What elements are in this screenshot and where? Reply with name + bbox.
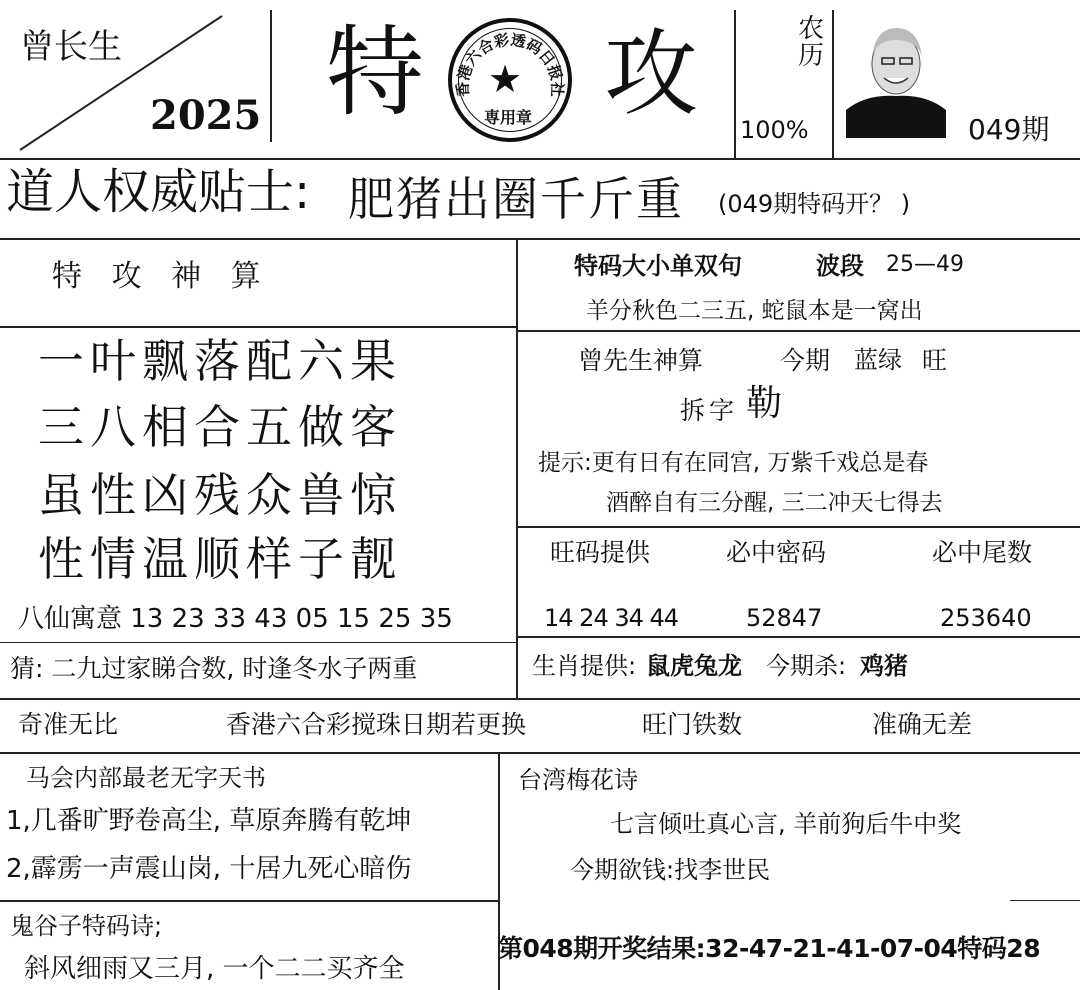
col-header-tail: 必中尾数 bbox=[932, 538, 1033, 567]
headline-text: 肥猪出圈千斤重 bbox=[348, 172, 684, 226]
calc-period: 今期 bbox=[780, 346, 831, 375]
title-left-char: 特 bbox=[326, 16, 425, 130]
banner-item-1: 奇准无比 bbox=[18, 710, 119, 739]
col-header-secret: 必中密码 bbox=[726, 538, 827, 567]
mahui-title: 马会内部最老无字天书 bbox=[26, 764, 266, 792]
mahui-line-2: 2,霹雳一声震山岗, 十居九死心暗伤 bbox=[6, 854, 412, 884]
band-label: 波段 bbox=[816, 252, 864, 280]
banner-item-3: 旺门铁数 bbox=[642, 710, 743, 739]
poem-line-1: 一叶飘落配六果 bbox=[38, 334, 402, 388]
percent-label: 100% bbox=[740, 116, 809, 144]
col-value-tail: 253640 bbox=[940, 604, 1032, 632]
baxian-numbers: 八仙寓意 13 23 33 43 05 15 25 35 bbox=[18, 604, 453, 634]
guigu-line-1: 斜风细雨又三月, 一个二二买齐全 bbox=[24, 954, 405, 984]
split-label: 拆字 bbox=[680, 396, 739, 425]
lunar-label: 农历 bbox=[798, 14, 825, 72]
mahui-line-1: 1,几番旷野卷高尘, 草原奔腾有乾坤 bbox=[6, 806, 412, 836]
size-odd-even-label: 特码大小单双句 bbox=[574, 252, 742, 280]
portrait-photo bbox=[846, 14, 946, 138]
taiwan-line-1: 七言倾吐真心言, 羊前狗后牛中奖 bbox=[610, 810, 962, 838]
taiwan-title: 台湾梅花诗 bbox=[518, 766, 638, 794]
issue-number: 049期 bbox=[968, 113, 1050, 146]
band-value: 25—49 bbox=[886, 252, 964, 277]
banner-item-4: 准确无差 bbox=[872, 710, 973, 739]
header-name: 曾长生 bbox=[20, 27, 122, 67]
split-char: 勒 bbox=[746, 383, 783, 424]
draw-result: 第048期开奖结果:32-47-21-41-07-04特码28 bbox=[498, 934, 1041, 963]
calc-wang: 旺 bbox=[922, 346, 948, 375]
hint-line-1: 提示:更有日有在同宫, 万紫千戏总是春 bbox=[538, 450, 929, 476]
header-year: 2025 bbox=[150, 92, 262, 139]
col-value-secret: 52847 bbox=[746, 604, 823, 632]
title-right-char: 攻 bbox=[604, 20, 699, 129]
headline-note: (049期特码开？ ) bbox=[718, 190, 911, 218]
headline-prefix: 道人权威贴士: bbox=[6, 164, 311, 220]
zodiac-label: 生肖提供: bbox=[532, 652, 637, 680]
calc-colors: 蓝绿 bbox=[854, 346, 902, 374]
banner-item-2: 香港六合彩搅珠日期若更换 bbox=[226, 710, 527, 739]
calc-label: 曾先生神算 bbox=[578, 346, 704, 375]
stamp-star-icon: ★ bbox=[488, 57, 523, 101]
poem-line-3: 虽性凶残众兽惊 bbox=[38, 468, 402, 522]
poem-line-4: 性情温顺样子靓 bbox=[38, 532, 402, 586]
left-panel-title: 特 攻 神 算 bbox=[52, 259, 271, 294]
portrait-figure bbox=[846, 14, 946, 138]
poem-line-2: 三八相合五做客 bbox=[38, 400, 402, 454]
hint-line-2: 酒醉自有三分醒, 三二冲天七得去 bbox=[606, 490, 943, 516]
official-stamp bbox=[448, 18, 572, 142]
stamp-ring-text: 香港六合彩透码日报社 bbox=[453, 30, 567, 98]
kill-label: 今期杀: bbox=[766, 652, 847, 680]
kill-value: 鸡猪 bbox=[860, 652, 908, 680]
guess-line: 猜: 二九过家睇合数, 时逢冬水子两重 bbox=[10, 654, 418, 683]
stamp-bottom-text: 専用章 bbox=[484, 108, 533, 127]
col-value-wang: 14 24 34 44 bbox=[544, 604, 679, 632]
size-verse: 羊分秋色二三五, 蛇鼠本是一窝出 bbox=[586, 298, 923, 324]
col-header-wang: 旺码提供 bbox=[550, 538, 651, 567]
taiwan-line-2: 今期欲钱:找李世民 bbox=[570, 856, 771, 884]
guigu-title: 鬼谷子特码诗; bbox=[10, 912, 163, 940]
zodiac-value: 鼠虎兔龙 bbox=[646, 652, 742, 680]
